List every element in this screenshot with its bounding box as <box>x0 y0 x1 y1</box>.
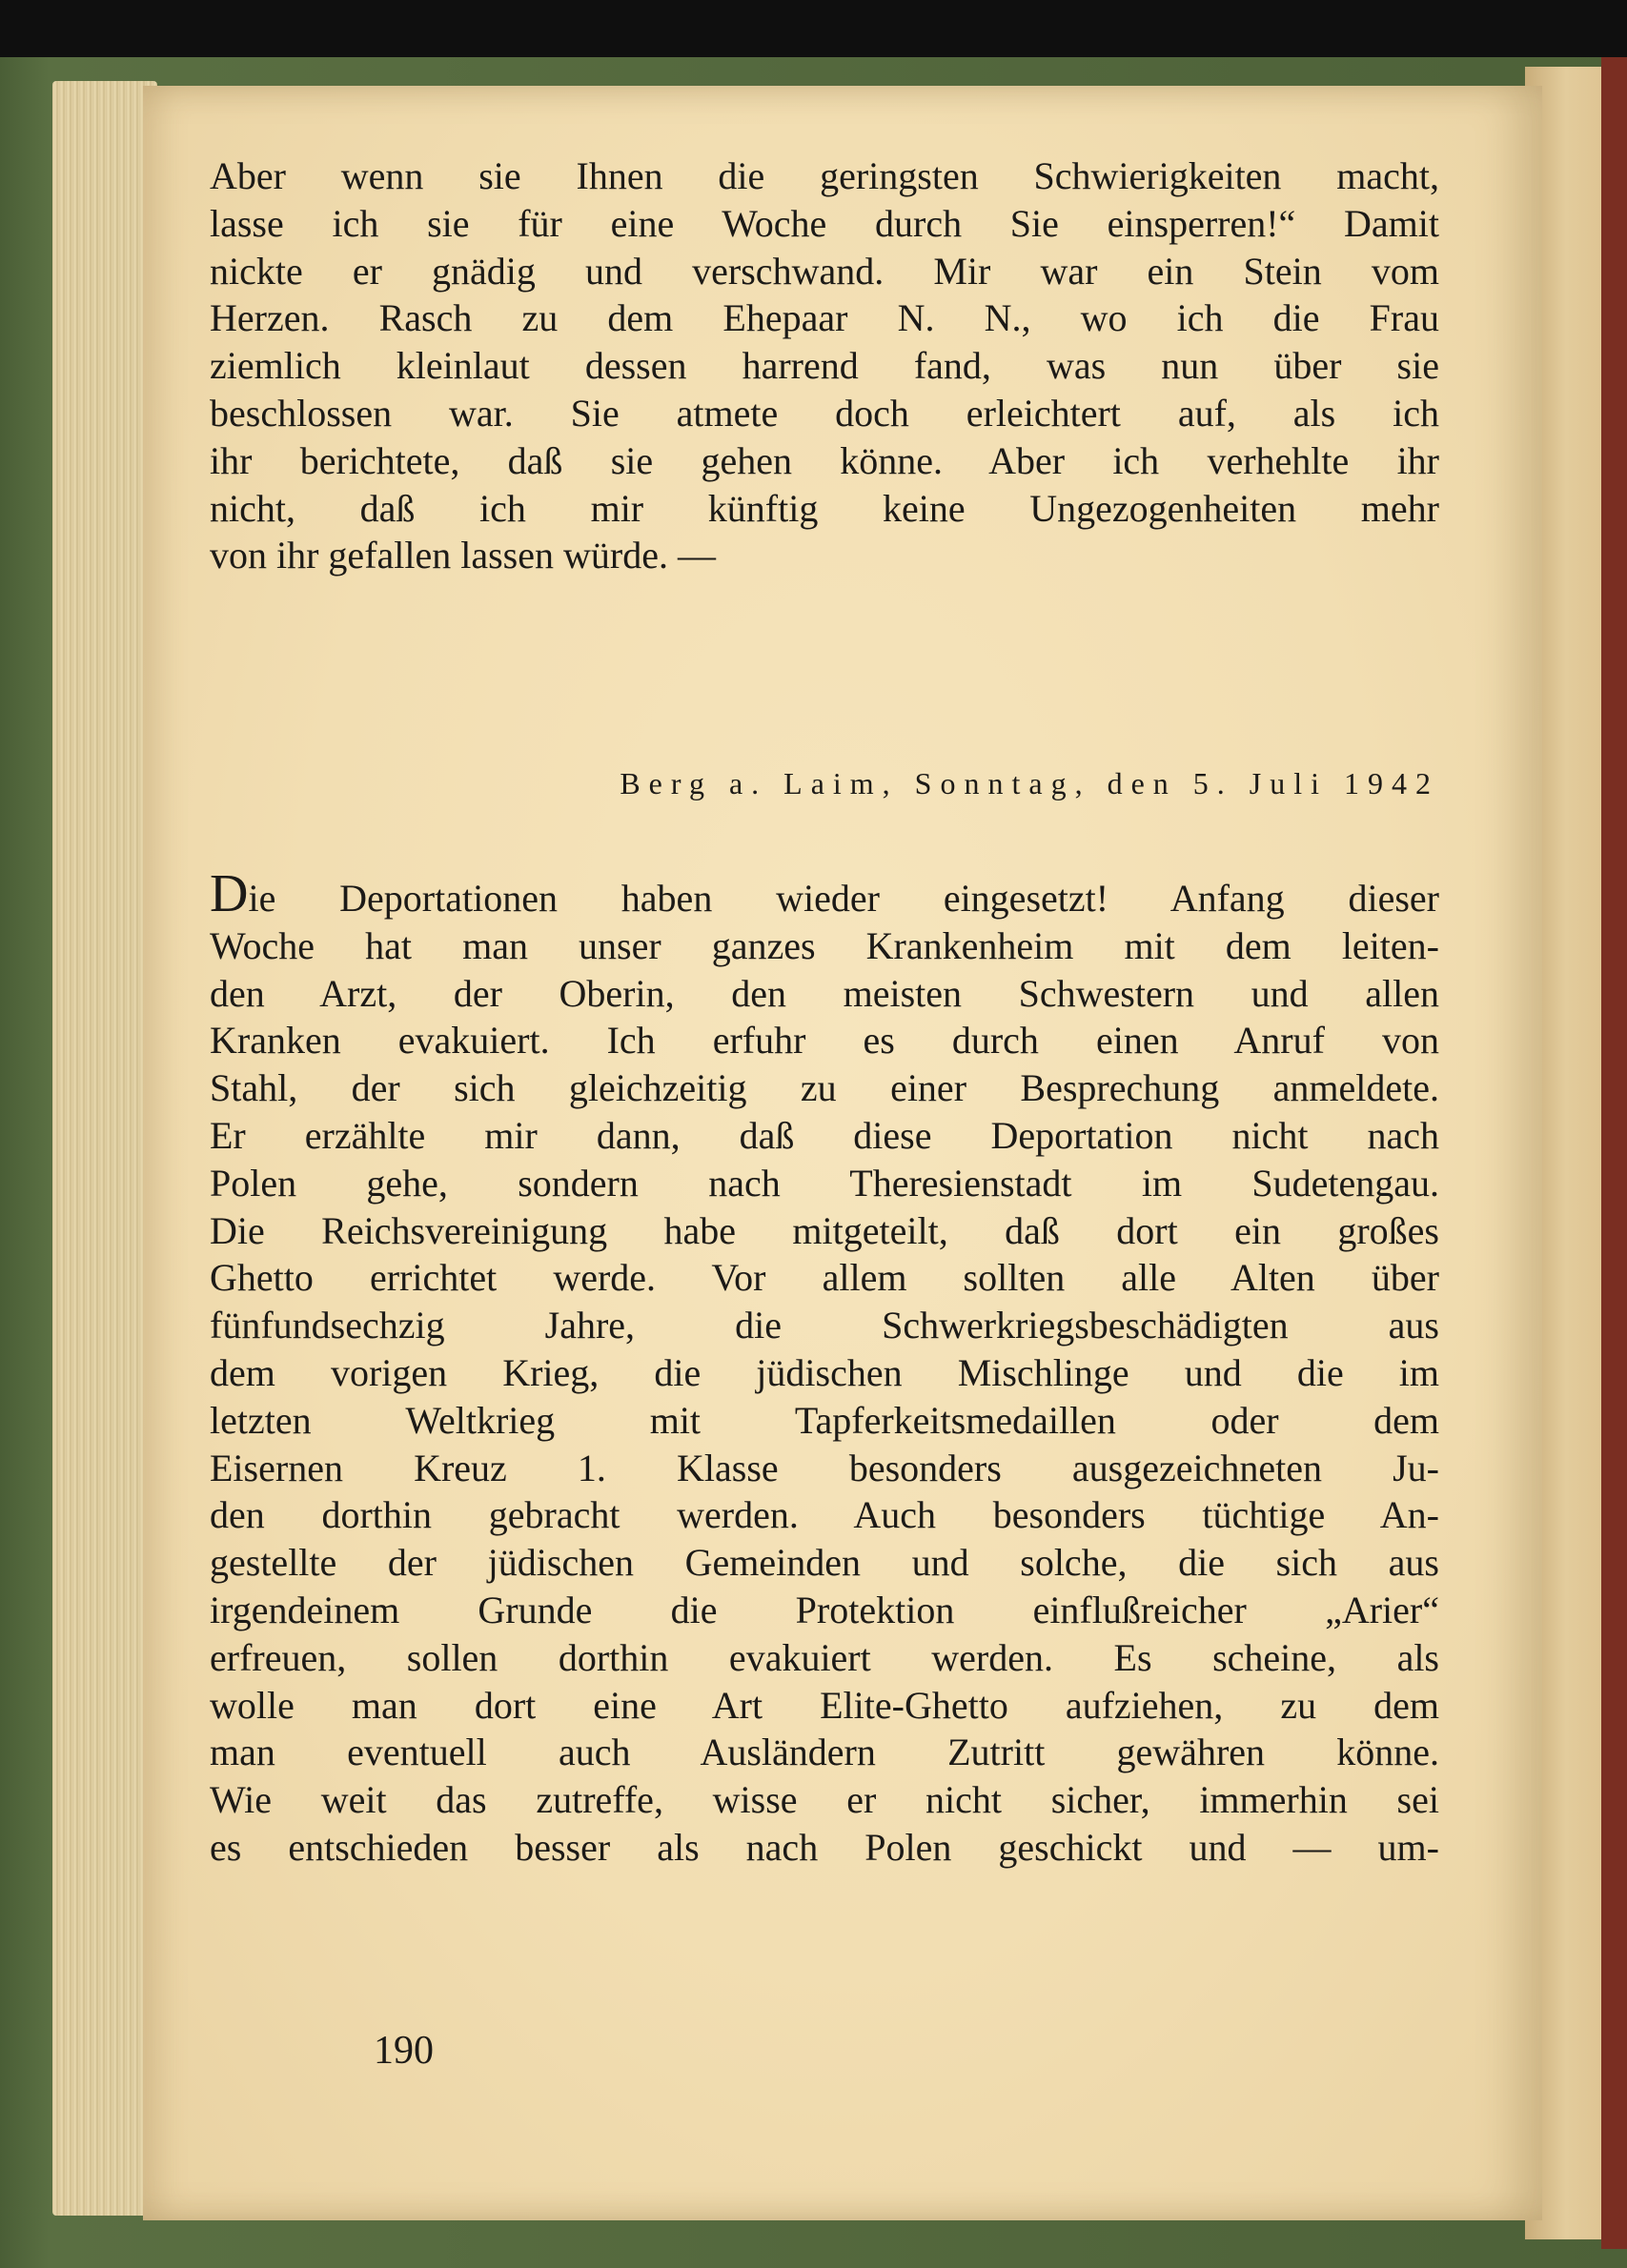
drop-cap: D <box>210 863 249 923</box>
page-number: 190 <box>374 2029 434 2073</box>
text-line: Kranken evakuiert. Ich erfuhr es durch einen Anruf von <box>210 1019 1439 1063</box>
spine-strip <box>1601 57 1627 2249</box>
text-line: irgendeinem Grunde die Protektion einflußreicher „Arier“ <box>210 1588 1439 1631</box>
text-line: letzten Weltkrieg mit Tapferkeitsmedaillen oder dem <box>210 1398 1439 1442</box>
text-line: nickte er gnädig und verschwand. Mir war ein Stein vom <box>210 249 1439 293</box>
text-line: dem vorigen Krieg, die jüdischen Mischlinge und die im <box>210 1350 1439 1394</box>
text-line: Stahl, der sich gleichzeitig zu einer Besprechung anmeldete. <box>210 1066 1439 1110</box>
text-line: den Arzt, der Oberin, den meisten Schwestern und allen <box>210 971 1439 1015</box>
text-line: den dorthin gebracht werden. Auch besonders tüchtige An- <box>210 1493 1439 1537</box>
first-line-text: ie Deportationen haben wieder eingesetzt! Anfang dieser <box>248 876 1439 920</box>
text-line: gestellte der jüdischen Gemeinden und solche, die sich aus <box>210 1541 1439 1585</box>
text-line: ihr berichtete, daß sie gehen könne. Aber ich verhehlte ihr <box>210 438 1439 482</box>
text-line: von ihr gefallen lassen würde. — <box>210 534 716 577</box>
text-line: Herzen. Rasch zu dem Ehepaar N. N., wo ich die Frau <box>210 296 1439 340</box>
page-edges <box>52 81 157 2216</box>
text-line: fünfundsechzig Jahre, die Schwerkriegsbeschädigten aus <box>210 1304 1439 1347</box>
text-line: ziemlich kleinlaut dessen harrend fand, was nun über sie <box>210 344 1439 388</box>
text-line: man eventuell auch Ausländern Zutritt gewähren könne. <box>210 1731 1439 1774</box>
text-line: erfreuen, sollen dorthin evakuiert werden. Es scheine, als <box>210 1635 1439 1679</box>
text-line: Aber wenn sie Ihnen die geringsten Schwierigkeiten macht, <box>210 154 1439 197</box>
text-line: Polen gehe, sondern nach Theresienstadt im Sudetengau. <box>210 1161 1439 1205</box>
text-line: Ghetto errichtet werde. Vor allem sollten alle Alten über <box>210 1256 1439 1300</box>
text-line: lasse ich sie für eine Woche durch Sie einsperren!“ Damit <box>210 201 1439 245</box>
text-line: wolle man dort eine Art Elite-Ghetto aufziehen, zu dem <box>210 1683 1439 1727</box>
paragraph-1 <box>210 152 1439 579</box>
text-line: nicht, daß ich mir künftig keine Ungezogenheiten mehr <box>210 486 1439 530</box>
text-line <box>210 863 1439 923</box>
text-line: Wie weit das zutreffe, wisse er nicht sicher, immerhin sei <box>210 1778 1439 1822</box>
text-line: Woche hat man unser ganzes Krankenheim mit dem leiten- <box>210 923 1439 967</box>
text-line: Er erzählte mir dann, daß diese Deportation nicht nach <box>210 1113 1439 1157</box>
page-text <box>210 152 1439 1872</box>
text-line: Eisernen Kreuz 1. Klasse besonders ausgezeichneten Ju- <box>210 1446 1439 1489</box>
dateline: Berg a. Laim, Sonntag, den 5. Juli 1942 <box>620 766 1439 801</box>
text-line: Die Reichsvereinigung habe mitgeteilt, daß dort ein großes <box>210 1208 1439 1252</box>
text-line: beschlossen war. Sie atmete doch erleichtert auf, als ich <box>210 391 1439 435</box>
text-line: es entschieden besser als nach Polen geschickt und — um- <box>210 1825 1439 1869</box>
paragraph-2 <box>210 863 1439 1872</box>
